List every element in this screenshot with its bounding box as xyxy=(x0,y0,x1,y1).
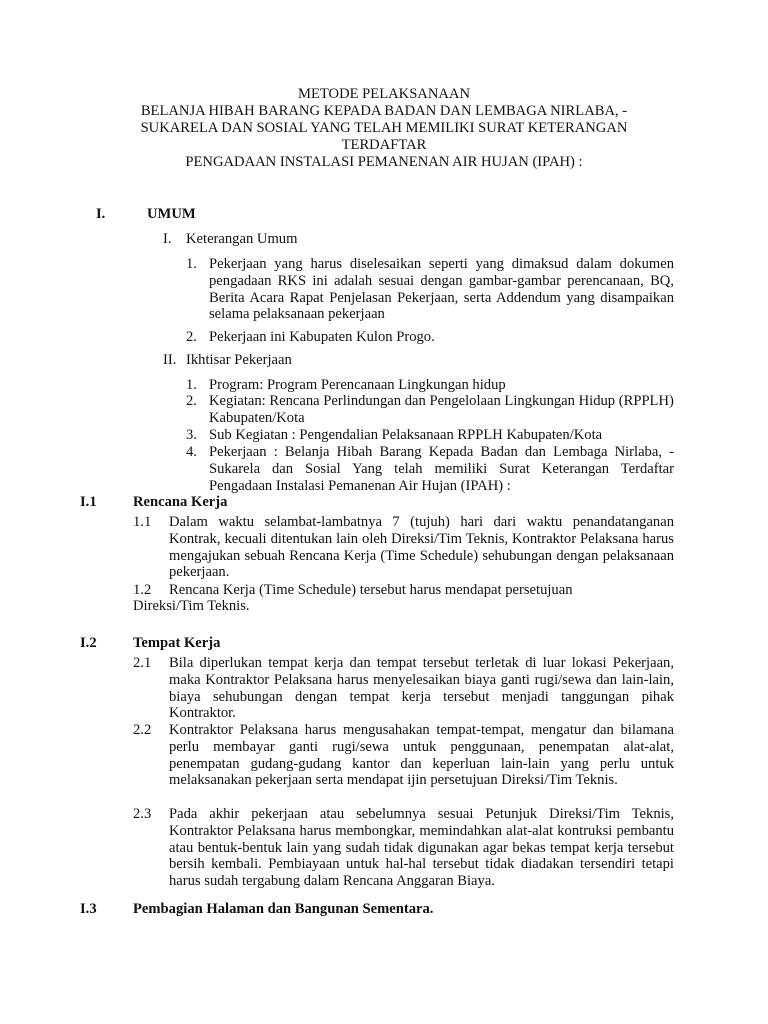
list-item-number: 1. xyxy=(186,256,197,272)
list-item-text: Pada akhir pekerjaan atau sebelumnya sesuai Petunjuk Direksi/Tim Teknis, Kontraktor Pelaksana harus membongkar, memindahkan alat-alat kontruksi pembantu atau bentuk-bentuk lain yang sudah tidak digunakan agar bekas tempat kerja tersebut bersih kembali. Pembiayaan untuk hal-hal tersebut tidak diadakan tersendiri tetapi harus sudah tergabung dalam Rencana Anggaran Biaya. xyxy=(169,806,674,890)
subsection-number: II. xyxy=(163,352,177,368)
subsection-heading: Ikhtisar Pekerjaan xyxy=(186,352,292,368)
list-item-text: Pekerjaan : Belanja Hibah Barang Kepada Badan dan Lembaga Nirlaba, - Sukarela dan Sosial Yang telah memiliki Surat Keterangan Terdaftar Pengadaan Instalasi Pemanenan Air Hujan (IPAH) : xyxy=(209,444,674,494)
list-item-text: Kontraktor Pelaksana harus mengusahakan tempat-tempat, mengatur dan bilamana perlu membayar ganti rugi/sewa untuk penggunaan, penempatan alat-alat, penempatan gudang-gudang kantor dan keperluan lain-lain yang perlu untuk melaksanakan pekerjaan serta mendapat ijin persetujuan Direksi/Tim Teknis. xyxy=(169,722,674,789)
list-item-number: 2.3 xyxy=(133,806,152,822)
title-line-4: TERDAFTAR xyxy=(341,137,427,153)
subsection-number: I. xyxy=(163,231,172,247)
title-line-1: METODE PELAKSANAAN xyxy=(297,86,471,102)
list-item-text: Sub Kegiatan : Pengendalian Pelaksanaan RPPLH Kabupaten/Kota xyxy=(209,427,603,443)
section-number: I.3 xyxy=(80,901,97,917)
subsection-heading: Keterangan Umum xyxy=(186,231,298,247)
section-heading: Pembagian Halaman dan Bangunan Sementara. xyxy=(133,901,434,917)
section-number: I. xyxy=(96,206,106,222)
section-heading: UMUM xyxy=(147,206,196,222)
list-item-number: 1.1 xyxy=(133,514,152,530)
list-item-text: Rencana Kerja (Time Schedule) tersebut harus mendapat persetujuan xyxy=(169,582,573,598)
list-item-text: Pekerjaan yang harus diselesaikan seperti yang dimaksud dalam dokumen pengadaan RKS ini adalah sesuai dengan gambar-gambar perencanaan, BQ, Berita Acara Rapat Penjelasan Pekerjaan, serta Addendum yang disampaikan selama pelaksanaan pekerjaan xyxy=(209,256,674,323)
section-number: I.1 xyxy=(80,494,97,510)
list-item-number: 1. xyxy=(186,377,197,393)
list-item-number: 2. xyxy=(186,393,197,409)
title-line-3: SUKARELA DAN SOSIAL YANG TELAH MEMILIKI SURAT KETERANGAN xyxy=(140,120,628,136)
section-heading: Tempat Kerja xyxy=(133,635,221,651)
list-item-number: 3. xyxy=(186,427,197,443)
list-item-text: Kegiatan: Rencana Perlindungan dan Pengelolaan Lingkungan Hidup (RPPLH) Kabupaten/Kota xyxy=(209,393,674,426)
section-number: I.2 xyxy=(80,635,97,651)
list-item-number: 1.2 xyxy=(133,582,152,598)
list-item-text: Bila diperlukan tempat kerja dan tempat tersebut terletak di luar lokasi Pekerjaan, maka Kontraktor Pelaksana harus menyelesaikan biaya ganti rugi/sewa dan lain-lain, biaya sehubungan dengan tempat kerja tersebut menjadi tanggungan pihak Kontraktor. xyxy=(169,655,674,722)
list-item-number: 4. xyxy=(186,444,197,460)
list-item-number: 2.2 xyxy=(133,722,152,738)
list-item-text: Dalam waktu selambat-lambatnya 7 (tujuh) hari dari waktu penandatanganan Kontrak, kecuali ditentukan lain oleh Direksi/Tim Teknis, Kontraktor Pelaksana harus mengajukan sebuah Rencana Kerja (Time Schedule) sehubungan dengan pelaksanaan pekerjaan. xyxy=(169,514,674,581)
title-line-5: PENGADAAN INSTALASI PEMANENAN AIR HUJAN (IPAH) : xyxy=(185,154,583,170)
title-line-2: BELANJA HIBAH BARANG KEPADA BADAN DAN LEMBAGA NIRLABA, - xyxy=(140,103,628,119)
list-item-number: 2.1 xyxy=(133,655,152,671)
list-item-continuation: Direksi/Tim Teknis. xyxy=(133,598,250,614)
section-heading: Rencana Kerja xyxy=(133,494,228,510)
list-item-text: Pekerjaan ini Kabupaten Kulon Progo. xyxy=(209,329,435,345)
list-item-number: 2. xyxy=(186,329,197,345)
list-item-text: Program: Program Perencanaan Lingkungan hidup xyxy=(209,377,506,393)
